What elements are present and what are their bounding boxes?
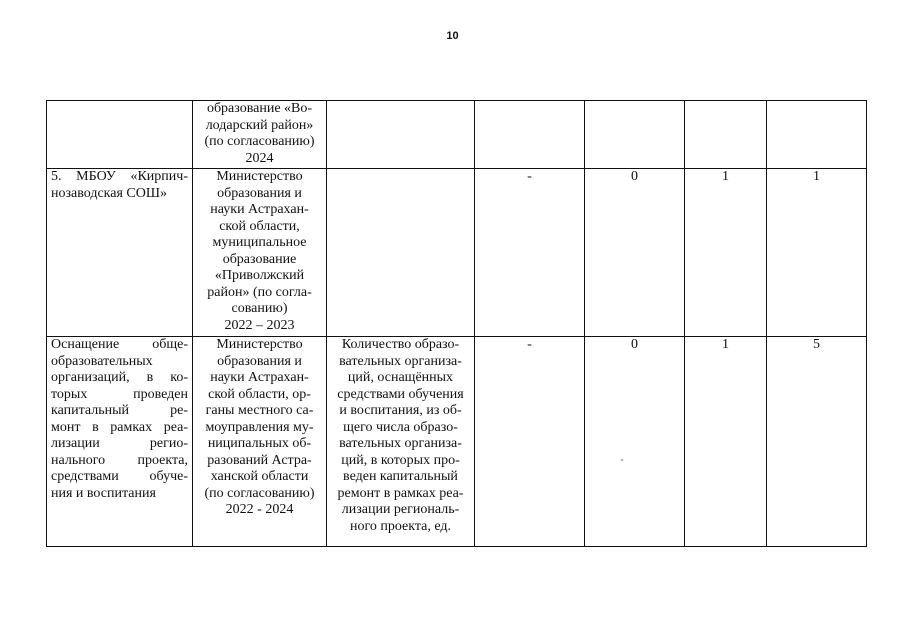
cell-text: Министерство образования и науки Астрахан- ской области, муниципальное образование «Приволжский район» (по согла- сованию) 2022 – 2023: [207, 169, 312, 333]
measure-name-line: средствами обуче-: [51, 469, 188, 484]
cell-text: -: [527, 337, 532, 352]
table-row: [47, 169, 867, 337]
cell-text: 1: [722, 337, 729, 352]
cell-text: -: [527, 169, 532, 184]
cell-text: 5: [813, 337, 820, 352]
measure-name-line: организаций, в ко-: [51, 370, 188, 385]
cell-value-base: [475, 169, 585, 337]
measure-name-line: лизации регио-: [51, 436, 188, 451]
table-row: [47, 101, 867, 169]
cell-measure-name: [47, 337, 193, 547]
measure-name-line: Оснащение обще-: [51, 337, 188, 352]
measure-name-line: монт в рамках реа-: [51, 419, 188, 435]
measure-name-line: образовательных: [51, 353, 153, 369]
measure-name-line: капитальный ре-: [51, 403, 188, 418]
cell-responsible-executor: [193, 169, 327, 337]
cell-value-base: [475, 101, 585, 169]
cell-text: 1: [813, 169, 820, 184]
measure-name-line: ния и воспитания: [51, 485, 156, 501]
cell-value-2023: [685, 337, 767, 547]
cell-text: 1: [722, 169, 729, 184]
table-row: [47, 337, 867, 547]
cell-text: Количество образо- вательных организа- ций, оснащённых средствами обучения и воспитания, из об- щего числа образо- вательных организа- ций, в которых про- веден капитальный ремонт в рамках реа- лизации региональ- ного проекта, ед.: [337, 337, 464, 534]
measure-name-line: торых проведен: [51, 386, 188, 402]
cell-text: Министерство образования и науки Астрахан- ской области, ор- ганы местного са- моуправления му- ниципальных об- разований Астра- ханской области (по согласованию) 2022 - 2024: [204, 337, 315, 517]
cell-measure-name: [47, 169, 193, 337]
cell-text: 0: [631, 169, 638, 184]
cell-value-2024: [767, 101, 867, 169]
scan-speck: [621, 459, 623, 461]
cell-value-2022: [585, 169, 685, 337]
cell-value-2024: [767, 337, 867, 547]
cell-responsible-executor: [193, 101, 327, 169]
page-number: 10: [446, 30, 459, 42]
cell-indicator-name: [327, 169, 475, 337]
cell-value-2023: [685, 101, 767, 169]
cell-value-base: [475, 337, 585, 547]
cell-value-2023: [685, 169, 767, 337]
plan-table: [46, 100, 867, 547]
cell-measure-name: [47, 101, 193, 169]
cell-value-2022: [585, 101, 685, 169]
cell-value-2022: [585, 337, 685, 547]
measure-name-line: 5. МБОУ «Кирпич-: [51, 169, 188, 184]
cell-value-2024: [767, 169, 867, 337]
cell-text: 0: [631, 337, 638, 352]
cell-indicator-name: [327, 337, 475, 547]
measure-name-line: нозаводская СОШ»: [51, 185, 167, 201]
cell-responsible-executor: [193, 337, 327, 547]
cell-indicator-name: [327, 101, 475, 169]
cell-text: образование «Во- лодарский район» (по согласованию) 2024: [204, 101, 315, 166]
measure-name-line: нального проекта,: [51, 452, 188, 468]
